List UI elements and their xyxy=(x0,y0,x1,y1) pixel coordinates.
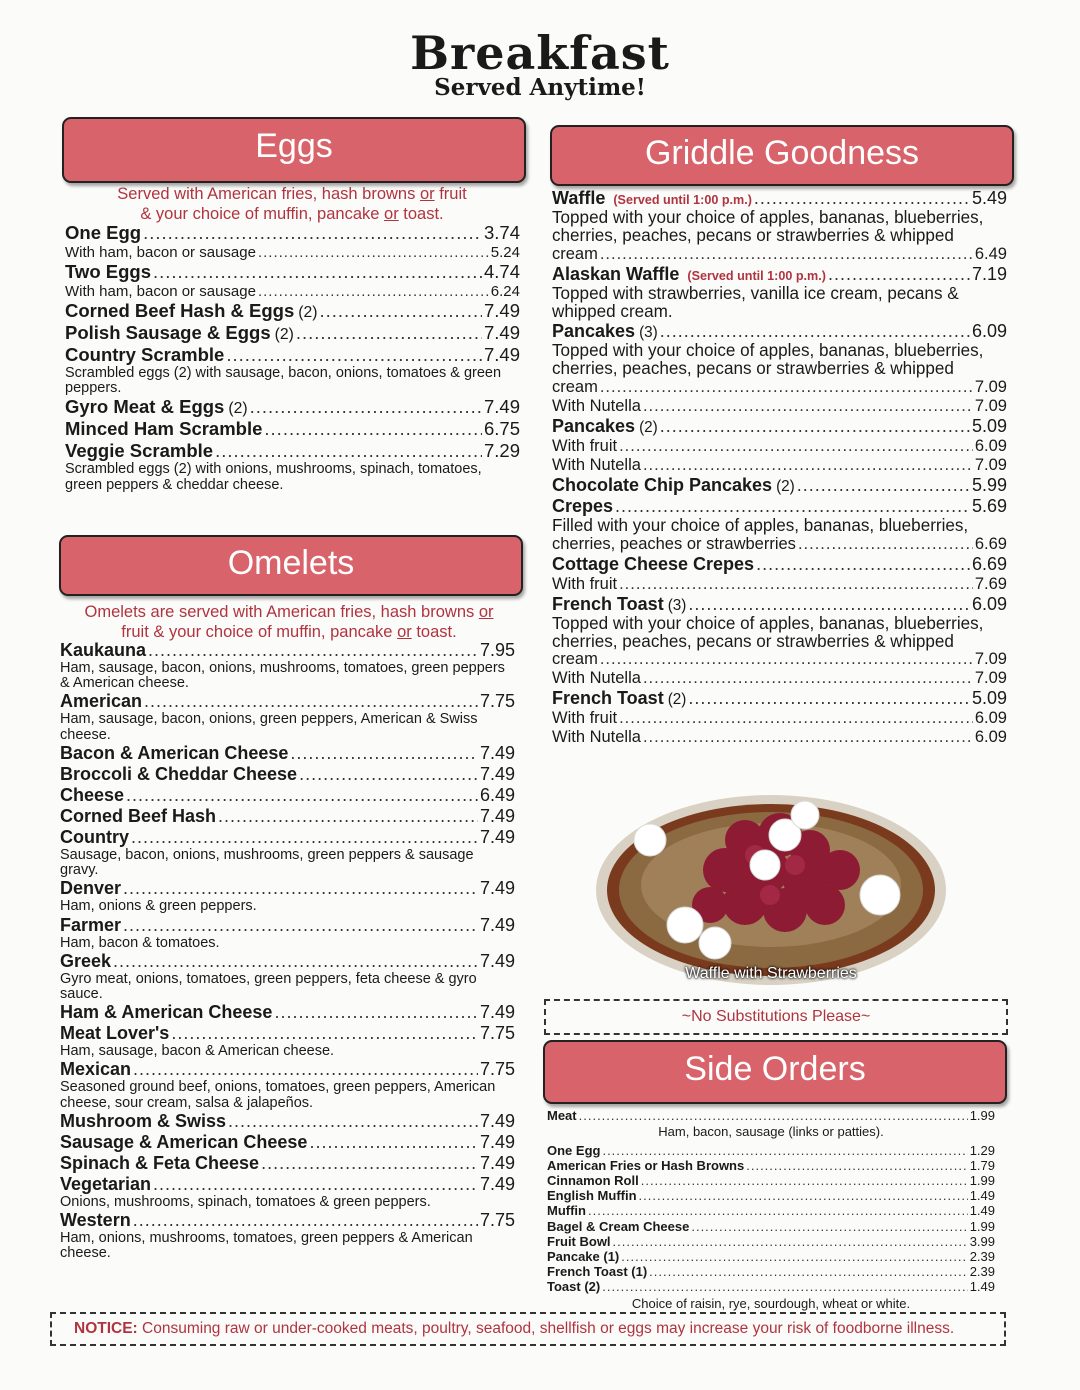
dot-leader xyxy=(319,300,482,322)
item-description: Ham, bacon & tomatoes. xyxy=(60,934,220,951)
item-name: Gyro Meat & Eggs xyxy=(65,396,225,418)
dot-leader xyxy=(797,475,970,496)
menu-item xyxy=(60,1059,515,1080)
item-price: 5.49 xyxy=(971,188,1007,208)
dot-leader xyxy=(299,764,478,785)
menu-item xyxy=(65,261,520,283)
item-price: 7.49 xyxy=(479,763,515,784)
item-qty: (3) xyxy=(639,323,658,341)
item-price: 2.39 xyxy=(969,1264,995,1280)
dot-leader xyxy=(171,1023,478,1044)
menu-item xyxy=(60,1023,515,1044)
item-description: Seasoned ground beef, onions, tomatoes, green peppers, American cheese, sour cream, salsa & jalapeños. xyxy=(60,1079,496,1111)
dot-leader xyxy=(754,188,970,209)
photo-caption: Waffle with Strawberries xyxy=(685,965,857,982)
item-name: Spinach & Feta Cheese xyxy=(60,1152,260,1173)
item-name: With Nutella xyxy=(552,396,641,415)
item-price: 7.49 xyxy=(479,826,515,847)
dot-leader xyxy=(309,1132,478,1153)
item-name: Toast (2) xyxy=(547,1279,601,1295)
menu-item xyxy=(552,650,1007,669)
item-name: Cheese xyxy=(60,784,125,805)
item-name: Cottage Cheese Crepes xyxy=(552,553,755,574)
item-price: 7.09 xyxy=(974,455,1007,474)
dot-leader xyxy=(264,418,482,440)
menu-item xyxy=(60,806,515,827)
menu-item xyxy=(547,1219,995,1234)
item-price: 7.75 xyxy=(479,1059,515,1080)
griddle-banner xyxy=(550,125,1014,186)
dot-leader xyxy=(144,691,478,712)
item-price: 6.09 xyxy=(974,709,1007,728)
item-description: Ham, bacon, sausage (links or patties). xyxy=(658,1124,884,1139)
item-name: Vegetarian xyxy=(60,1173,152,1194)
dot-leader xyxy=(660,321,970,342)
item-price: 1.99 xyxy=(969,1108,995,1123)
item-name: Ham & American Cheese xyxy=(60,1002,273,1023)
item-name: Alaskan Waffle xyxy=(552,263,680,284)
menu-item xyxy=(552,594,1007,615)
item-description: Topped with your choice of apples, bananas, blueberries, cherries, peaches, pecans or strawberries & whipped xyxy=(552,613,984,651)
menu-item xyxy=(60,827,515,848)
dot-leader xyxy=(600,378,973,397)
dot-leader xyxy=(639,1188,968,1203)
menu-item xyxy=(60,951,515,972)
item-name: Two Eggs xyxy=(65,261,151,282)
dot-leader xyxy=(148,640,478,661)
dot-leader xyxy=(621,1249,967,1264)
item-price: 5.99 xyxy=(971,474,1007,495)
menu-subtitle: Served Anytime! xyxy=(434,74,646,101)
item-price: 1.99 xyxy=(969,1218,995,1234)
menu-item xyxy=(552,575,1007,594)
item-name: Mushroom & Swiss xyxy=(60,1110,227,1131)
menu-item xyxy=(552,416,1007,437)
item-qty: (3) xyxy=(667,596,687,614)
dot-leader xyxy=(215,440,482,462)
item-description: Scrambled eggs (2) with sausage, bacon, onions, tomatoes & green peppers. xyxy=(65,365,502,397)
dot-leader xyxy=(688,594,970,615)
menu-item xyxy=(60,785,515,806)
item-name: Meat xyxy=(547,1108,577,1123)
dot-leader xyxy=(258,244,489,261)
item-price: 7.75 xyxy=(479,1023,515,1044)
dot-leader xyxy=(250,396,482,418)
dot-leader xyxy=(643,397,973,416)
griddle-heading: Griddle Goodness xyxy=(644,134,920,172)
item-name: American Fries or Hash Browns xyxy=(547,1157,745,1173)
item-name: Pancakes xyxy=(552,415,636,436)
item-name: With fruit xyxy=(552,436,618,455)
griddle-list xyxy=(552,188,1007,747)
dot-leader xyxy=(113,951,478,972)
item-name: English Muffin xyxy=(547,1188,637,1204)
dot-leader xyxy=(613,1234,968,1249)
menu-title: Breakfast xyxy=(410,26,670,80)
menu-item xyxy=(547,1143,995,1158)
item-name: Chocolate Chip Pancakes xyxy=(552,474,773,495)
menu-item xyxy=(65,283,520,300)
menu-item xyxy=(65,418,520,440)
item-description: Topped with your choice of apples, bananas, blueberries, cherries, peaches, pecans or strawberries & whipped xyxy=(552,208,984,245)
menu-item xyxy=(552,554,1007,575)
dot-leader xyxy=(688,688,970,709)
item-name: French Toast xyxy=(552,688,664,709)
item-name: One Egg xyxy=(547,1142,601,1158)
dot-leader xyxy=(153,1174,478,1195)
item-price: 7.69 xyxy=(974,574,1007,593)
dot-leader xyxy=(643,728,973,747)
item-name: American xyxy=(60,691,143,712)
item-price: 7.49 xyxy=(479,1173,515,1194)
menu-item xyxy=(552,688,1007,709)
menu-item xyxy=(552,264,1007,285)
item-price: 7.49 xyxy=(479,742,515,763)
menu-item xyxy=(552,709,1007,728)
dot-leader xyxy=(123,878,478,899)
item-note: (Served until 1:00 p.m.) xyxy=(613,193,752,207)
item-name: Country xyxy=(60,826,129,847)
menu-item xyxy=(60,878,515,899)
menu-item xyxy=(552,669,1007,688)
item-price: 2.39 xyxy=(969,1249,995,1265)
item-name: Corned Beef Hash & Eggs xyxy=(65,300,295,321)
item-name: Country Scramble xyxy=(65,344,225,365)
item-name: With ham, bacon or sausage xyxy=(65,244,256,261)
menu-item xyxy=(65,344,520,366)
menu-item xyxy=(547,1108,995,1123)
eggs-banner xyxy=(62,117,526,183)
waffle-photo xyxy=(595,795,947,995)
item-price: 6.49 xyxy=(479,784,515,805)
item-price: 1.49 xyxy=(969,1279,995,1295)
dot-leader xyxy=(218,806,478,827)
menu-item xyxy=(60,1132,515,1153)
dot-leader xyxy=(649,1264,968,1279)
item-name: Muffin xyxy=(547,1203,586,1219)
dot-leader xyxy=(290,743,478,764)
item-name: Bagel & Cream Cheese xyxy=(547,1218,690,1234)
item-price: 7.49 xyxy=(483,344,520,365)
menu-item xyxy=(547,1279,995,1294)
item-price: 7.49 xyxy=(479,1152,515,1173)
item-name: Kaukauna xyxy=(60,640,147,660)
omelets-heading: Omelets xyxy=(227,544,355,582)
eggs-list xyxy=(65,222,520,493)
menu-item xyxy=(547,1203,995,1218)
item-name: cream xyxy=(552,650,598,669)
item-description: Ham, sausage, bacon, onions, mushrooms, tomatoes, green peppers & American cheese. xyxy=(60,660,505,692)
menu-item xyxy=(552,456,1007,475)
menu-item xyxy=(552,728,1007,747)
item-name: Fruit Bowl xyxy=(547,1233,611,1249)
dot-leader xyxy=(602,1279,967,1294)
item-name: With ham, bacon or sausage xyxy=(65,283,256,300)
item-price: 7.09 xyxy=(974,377,1007,396)
menu-item xyxy=(60,743,515,764)
item-description: Ham, sausage, bacon & American cheese. xyxy=(60,1043,335,1060)
menu-item xyxy=(552,535,1007,554)
dot-leader xyxy=(828,264,970,285)
dot-leader xyxy=(126,785,478,806)
menu-item xyxy=(547,1264,995,1279)
item-name: Corned Beef Hash xyxy=(60,805,217,826)
dot-leader xyxy=(660,416,970,437)
menu-item xyxy=(552,397,1007,416)
item-description: Gyro meat, onions, tomatoes, green peppers, feta cheese & gyro sauce. xyxy=(60,970,477,1002)
item-name: Cinnamon Roll xyxy=(547,1173,639,1189)
item-price: 1.29 xyxy=(969,1142,995,1158)
item-price: 5.24 xyxy=(490,244,520,261)
item-name: One Egg xyxy=(65,222,142,243)
notice-label: NOTICE: xyxy=(74,1320,138,1337)
item-description: Ham, sausage, bacon, onions, green peppers, American & Swiss cheese. xyxy=(60,711,478,743)
item-price: 7.19 xyxy=(971,263,1007,284)
item-price: 6.69 xyxy=(971,553,1007,574)
item-name: Polish Sausage & Eggs xyxy=(65,322,271,343)
dot-leader xyxy=(588,1203,968,1218)
item-description: Ham, onions & green peppers. xyxy=(60,898,257,915)
sides-banner xyxy=(543,1040,1007,1104)
item-description: Sausage, bacon, onions, mushrooms, green peppers & sausage gravy. xyxy=(60,846,474,879)
dot-leader xyxy=(798,535,973,554)
dot-leader xyxy=(643,669,973,688)
item-price: 3.99 xyxy=(969,1233,995,1249)
dot-leader xyxy=(258,283,489,300)
notice-body: Consuming raw or under-cooked meats, poultry, seafood, shellfish or eggs may increase your risk of foodborne illness. xyxy=(142,1320,955,1337)
menu-item xyxy=(60,1153,515,1174)
item-name: Minced Ham Scramble xyxy=(65,418,263,440)
item-qty: (2) xyxy=(667,691,687,709)
menu-item xyxy=(60,1174,515,1195)
menu-item xyxy=(65,222,520,244)
dot-leader xyxy=(746,1158,967,1173)
item-price: 6.09 xyxy=(974,436,1007,455)
item-price: 1.49 xyxy=(969,1188,995,1204)
menu-item xyxy=(60,691,515,712)
dot-leader xyxy=(226,344,482,366)
dot-leader xyxy=(602,1143,967,1158)
item-name: Waffle xyxy=(552,188,606,208)
dot-leader xyxy=(133,1210,478,1231)
menu-item xyxy=(552,245,1007,264)
item-note: (Served until 1:00 p.m.) xyxy=(687,268,826,283)
item-name: With fruit xyxy=(552,574,618,593)
dot-leader xyxy=(133,1059,478,1080)
item-price: 7.09 xyxy=(974,396,1007,415)
menu-item xyxy=(60,764,515,785)
dot-leader xyxy=(619,709,973,728)
item-name: Bacon & American Cheese xyxy=(60,742,289,763)
item-price: 6.09 xyxy=(974,728,1007,747)
dot-leader xyxy=(123,915,478,936)
dot-leader xyxy=(261,1153,478,1174)
item-price: 5.09 xyxy=(971,688,1007,709)
item-name: cream xyxy=(552,377,598,396)
item-description: Filled with your choice of apples, bananas, blueberries, xyxy=(552,515,969,535)
item-name: cherries, peaches or strawberries xyxy=(552,534,796,553)
dot-leader xyxy=(619,575,973,594)
item-price: 5.69 xyxy=(971,495,1007,516)
dot-leader xyxy=(600,245,973,264)
dot-leader xyxy=(615,496,970,517)
item-price: 7.49 xyxy=(479,1131,515,1152)
menu-item xyxy=(65,322,520,344)
item-name: Crepes xyxy=(552,495,614,516)
item-price: 7.49 xyxy=(483,322,520,343)
item-price: 3.74 xyxy=(483,222,520,243)
dot-leader xyxy=(228,1111,478,1132)
sides-list xyxy=(547,1108,995,1310)
menu-item xyxy=(60,1002,515,1023)
item-price: 7.29 xyxy=(483,440,520,462)
item-name: Western xyxy=(60,1210,131,1231)
no-substitutions-box xyxy=(544,999,1008,1035)
menu-item xyxy=(552,437,1007,456)
dot-leader xyxy=(131,827,478,848)
item-price: 7.75 xyxy=(479,1210,515,1231)
dot-leader xyxy=(691,1219,967,1234)
item-price: 7.49 xyxy=(479,1002,515,1023)
item-name: With Nutella xyxy=(552,669,641,688)
menu-item xyxy=(547,1249,995,1264)
item-price: 7.95 xyxy=(479,640,515,660)
item-qty: (2) xyxy=(228,400,248,418)
item-name: Mexican xyxy=(60,1059,132,1080)
menu-item xyxy=(547,1188,995,1203)
menu-item xyxy=(547,1234,995,1249)
item-name: Pancake (1) xyxy=(547,1249,620,1265)
item-name: French Toast (1) xyxy=(547,1264,648,1280)
item-name: With Nutella xyxy=(552,455,641,474)
menu-item xyxy=(60,915,515,936)
toast-note: Choice of raisin, rye, sourdough, wheat or white. xyxy=(631,1295,911,1311)
menu-item xyxy=(65,396,520,418)
menu-item xyxy=(65,300,520,322)
item-name: Veggie Scramble xyxy=(65,440,214,462)
item-description: Topped with strawberries, vanilla ice cream, pecans & whipped cream. xyxy=(552,283,959,321)
sides-heading: Side Orders xyxy=(684,1050,866,1088)
item-price: 7.75 xyxy=(479,691,515,712)
eggs-heading: Eggs xyxy=(255,127,333,165)
dot-leader xyxy=(153,261,482,283)
dot-leader xyxy=(579,1108,968,1123)
eggs-intro: Served with American fries, hash browns or fruit & your choice of muffin, pancake or toast. xyxy=(117,185,467,223)
menu-item xyxy=(552,496,1007,517)
item-price: 7.49 xyxy=(479,878,515,899)
menu-item xyxy=(547,1173,995,1188)
item-price: 7.49 xyxy=(483,396,520,418)
menu-item xyxy=(552,378,1007,397)
dot-leader xyxy=(643,456,973,475)
omelets-intro: Omelets are served with American fries, hash browns or fruit & your choice of muffin, pancake or toast. xyxy=(84,603,494,641)
no-substitutions-text: ~No Substitutions Please~ xyxy=(681,1008,871,1025)
menu-item xyxy=(552,321,1007,342)
item-price: 4.74 xyxy=(483,261,520,282)
item-price: 1.79 xyxy=(969,1157,995,1173)
item-price: 7.49 xyxy=(483,300,520,321)
item-name: French Toast xyxy=(552,593,664,614)
item-price: 6.24 xyxy=(490,283,520,300)
item-name: With Nutella xyxy=(552,728,641,747)
item-name: cream xyxy=(552,244,598,263)
item-name: Pancakes xyxy=(552,320,636,341)
item-qty: (2) xyxy=(639,418,658,436)
menu-item xyxy=(552,475,1007,496)
menu-item xyxy=(552,188,1007,209)
item-name: Sausage & American Cheese xyxy=(60,1131,308,1152)
notice-box xyxy=(50,1312,1006,1346)
menu-item xyxy=(60,1111,515,1132)
item-price: 7.09 xyxy=(974,669,1007,688)
item-qty: (2) xyxy=(776,477,795,495)
item-qty: (2) xyxy=(274,326,294,343)
item-price: 6.69 xyxy=(974,534,1007,553)
menu-item xyxy=(60,1210,515,1231)
dot-leader xyxy=(619,437,973,456)
dot-leader xyxy=(143,222,482,244)
item-description: Topped with your choice of apples, bananas, blueberries, cherries, peaches, pecans or strawberries & whipped xyxy=(552,340,984,378)
omelets-list xyxy=(60,640,515,1262)
dot-leader xyxy=(274,1002,478,1023)
omelets-banner xyxy=(59,535,523,596)
menu-item xyxy=(65,244,520,261)
item-price: 1.49 xyxy=(969,1203,995,1219)
item-price: 7.49 xyxy=(479,805,515,826)
item-price: 6.09 xyxy=(971,320,1007,341)
item-price: 7.49 xyxy=(479,950,515,971)
item-name: Denver xyxy=(60,878,122,899)
item-price: 7.49 xyxy=(479,1110,515,1131)
menu-item xyxy=(65,440,520,462)
item-name: Greek xyxy=(60,950,112,971)
menu-item xyxy=(547,1158,995,1173)
dot-leader xyxy=(641,1173,968,1188)
item-description: Scrambled eggs (2) with onions, mushrooms, spinach, tomatoes, green peppers & cheddar cheese. xyxy=(65,461,482,493)
item-price: 7.09 xyxy=(974,650,1007,669)
dot-leader xyxy=(756,554,970,575)
item-description: Onions, mushrooms, spinach, tomatoes & green peppers. xyxy=(60,1193,431,1210)
item-price: 6.49 xyxy=(974,244,1007,263)
item-price: 5.09 xyxy=(971,415,1007,436)
dot-leader xyxy=(296,322,482,344)
item-price: 6.09 xyxy=(971,593,1007,614)
item-price: 1.99 xyxy=(969,1173,995,1189)
item-price: 6.75 xyxy=(483,418,520,440)
item-description: Ham, onions, mushrooms, tomatoes, green peppers & American cheese. xyxy=(60,1230,473,1262)
item-name: Broccoli & Cheddar Cheese xyxy=(60,763,298,784)
menu-item xyxy=(60,640,515,661)
dot-leader xyxy=(600,650,973,669)
item-price: 7.49 xyxy=(479,914,515,935)
notice-text xyxy=(52,1314,1004,1344)
item-name: With fruit xyxy=(552,709,618,728)
item-name: Meat Lover's xyxy=(60,1023,170,1044)
item-qty: (2) xyxy=(298,304,318,321)
item-name: Farmer xyxy=(60,914,122,935)
